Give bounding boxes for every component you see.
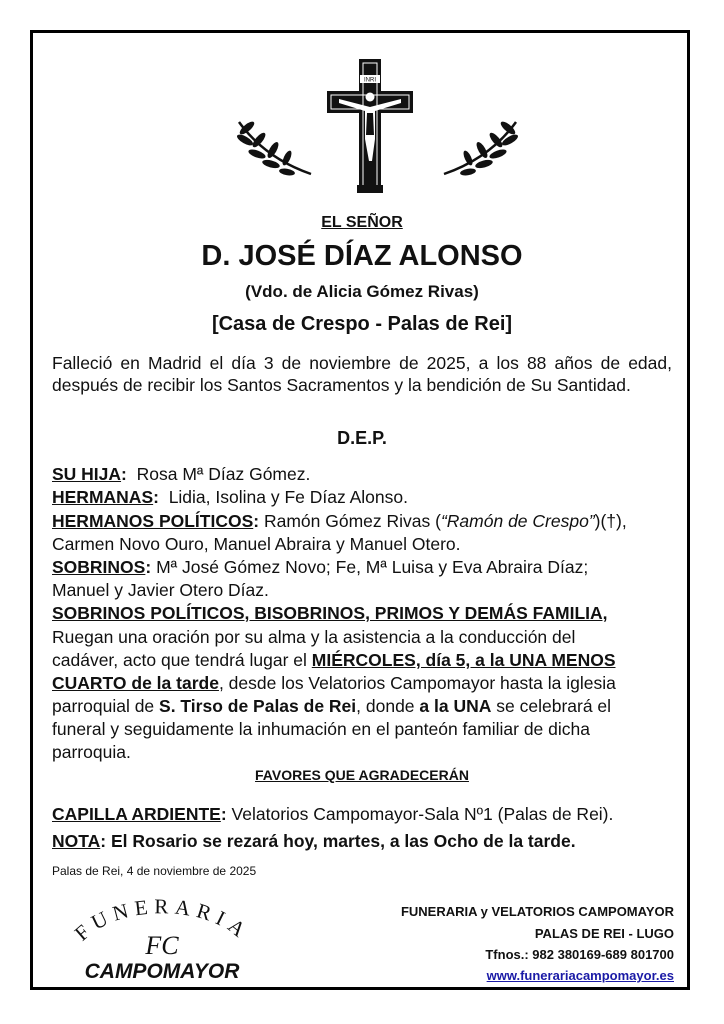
resto-familia-label: SOBRINOS POLÍTICOS, BISOBRINOS, PRIMOS Y DEMÁS FAMILIA, <box>52 603 608 623</box>
hija-label: SU HIJA <box>52 464 122 484</box>
intro-paragraph: Falleció en Madrid el día 3 de noviembre de 2025, a los 88 años de edad, después de recibir los Santos Sacramentos y la bendición de Su Santidad. <box>52 353 672 395</box>
politicos-value-end: )(†), <box>594 511 627 531</box>
ruegan-line-4c: se celebrará el <box>496 696 612 716</box>
hermanas-label: HERMANAS <box>52 487 154 507</box>
widow-note: (Vdo. de Alicia Gómez Rivas) <box>245 282 479 301</box>
company-name: FUNERARIA y VELATORIOS CAMPOMAYOR <box>400 904 674 919</box>
favores-label: FAVORES QUE AGRADECERÁN <box>255 767 469 783</box>
politicos-line: HERMANOS POLÍTICOS: Ramón Gómez Rivas (“Ramón de Crespo”)(†), <box>52 511 627 531</box>
date-place: Palas de Rei, 4 de noviembre de 2025 <box>52 864 257 878</box>
ruegan-line-2-text: cadáver, acto que tendrá lugar el <box>52 650 307 670</box>
ruegan-when-a: MIÉRCOLES, día 5, a la UNA MENOS <box>311 650 616 670</box>
politicos-value: Ramón Gómez Rivas ( <box>263 511 441 531</box>
nota-line: NOTA: El Rosario se rezará hoy, martes, a las Ocho de la tarde. <box>52 831 576 851</box>
politicos-line-2: Carmen Novo Ouro, Manuel Abraira y Manuel Otero. <box>52 534 461 554</box>
logo-monogram: FC <box>145 931 179 960</box>
nota-value: El Rosario se rezará hoy, martes, a las Ocho de la tarde. <box>110 831 576 851</box>
ruegan-line-1: Ruegan una oración por su alma y la asistencia a la conducción del <box>52 627 576 647</box>
laurel-right-icon <box>440 118 520 180</box>
logo-arc-text: FUNERARIA <box>69 896 255 946</box>
capilla-label: CAPILLA ARDIENTE <box>52 804 221 824</box>
ruegan-when-b: CUARTO de la tarde <box>52 673 219 693</box>
deceased-name: D. JOSÉ DÍAZ ALONSO <box>201 240 523 272</box>
ruegan-line-6: parroquia. <box>52 742 131 762</box>
residence: [Casa de Crespo - Palas de Rei] <box>211 313 513 335</box>
ruegan-line-5: funeral y seguidamente la inhumación en el panteón familiar de dicha <box>52 719 590 739</box>
laurel-left-icon <box>235 118 315 180</box>
nota-label: NOTA <box>52 831 101 851</box>
logo-brand: CAMPOMAYOR <box>84 960 240 983</box>
funeraria-logo <box>55 896 270 986</box>
ruegan-church: S. Tirso de Palas de Rei <box>159 696 357 716</box>
capilla-line: CAPILLA ARDIENTE: Velatorios Campomayor-Sala Nº1 (Palas de Rei). <box>52 804 614 824</box>
crucifix-icon <box>325 57 415 197</box>
ruegan-line-4 <box>52 695 672 717</box>
hermanas-value: Lidia, Isolina y Fe Díaz Alonso. <box>168 487 408 507</box>
hermanas-line: HERMANAS: Lidia, Isolina y Fe Díaz Alonso. <box>52 487 408 507</box>
dep-label: D.E.P. <box>337 428 387 448</box>
hija-value: Rosa Mª Díaz Gómez. <box>136 464 311 484</box>
title-label: EL SEÑOR <box>321 214 403 231</box>
company-phones: Tfnos.: 982 380169-689 801700 <box>485 947 674 962</box>
hija-line: SU HIJA: Rosa Mª Díaz Gómez. <box>52 464 311 484</box>
sobrinos-label: SOBRINOS <box>52 557 146 577</box>
company-website-link[interactable]: www.funerariacampomayor.es <box>486 968 674 983</box>
ruegan-line-2 <box>52 649 672 671</box>
sobrinos-line-2: Manuel y Javier Otero Díaz. <box>52 580 269 600</box>
sobrinos-value: Mª José Gómez Novo; Fe, Mª Luisa y Eva Abraira Díaz; <box>156 557 589 577</box>
capilla-value: Velatorios Campomayor-Sala Nº1 (Palas de Rei). <box>231 804 614 824</box>
sobrinos-line: SOBRINOS: Mª José Gómez Novo; Fe, Mª Luisa y Eva Abraira Díaz; <box>52 557 589 577</box>
ruegan-line-3 <box>52 672 672 694</box>
ruegan-line-3-text: , desde los Velatorios Campomayor hasta la iglesia <box>218 673 616 693</box>
company-location: PALAS DE REI - LUGO <box>534 926 674 941</box>
inri-label: INRI <box>364 77 376 84</box>
ruegan-time: a la UNA <box>419 696 492 716</box>
politicos-nickname: “Ramón de Crespo” <box>440 511 595 531</box>
ruegan-line-4a: parroquial de <box>52 696 155 716</box>
ruegan-line-4b: , donde <box>356 696 415 716</box>
politicos-label: HERMANOS POLÍTICOS <box>52 511 254 531</box>
